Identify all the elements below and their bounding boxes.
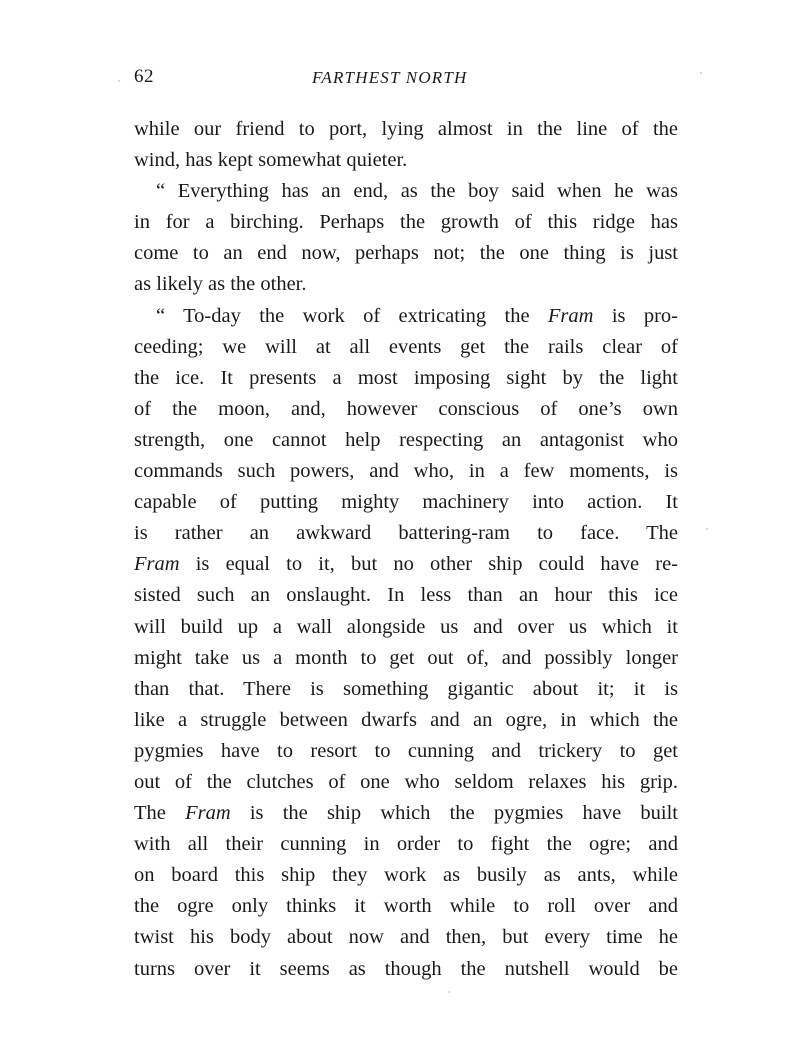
text-line: in for a birching. Perhaps the growth of this ridge has — [134, 211, 678, 234]
text-line: commands such powers, and who, in a few moments, is — [134, 460, 678, 483]
text-fragment: is pro- — [593, 304, 678, 327]
text-fragment: The — [134, 802, 186, 825]
text-fragment: is the ship which the pygmies have built — [230, 802, 678, 825]
text-line: might take us a month to get out of, and possibly longer — [134, 646, 678, 669]
text-line: with all their cunning in order to fight the ogre; and — [134, 833, 678, 856]
text-line: capable of putting mighty machinery into action. It — [134, 491, 678, 514]
body-text — [134, 114, 678, 985]
paper-speck — [118, 80, 120, 82]
text-fragment: is equal to it, but no other ship could have re- — [179, 553, 678, 576]
text-line: is rather an awkward battering-ram to face. The — [134, 522, 678, 545]
paper-speck — [448, 991, 450, 993]
text-line: “ Everything has an end, as the boy said when he was — [156, 180, 678, 203]
text-line: ceeding; we will at all events get the rails clear of — [134, 335, 678, 358]
text-line: of the moon, and, however conscious of one’s own — [134, 397, 678, 420]
text-line: twist his body about now and then, but every time he — [134, 926, 678, 949]
text-line: turns over it seems as though the nutshell would be — [134, 957, 678, 980]
text-line: sisted such an onslaught. In less than an hour this ice — [134, 584, 678, 607]
text-line: will build up a wall alongside us and over us which it — [134, 615, 678, 638]
text-line — [134, 549, 678, 580]
paper-speck — [700, 72, 702, 74]
text-line: strength, one cannot help respecting an antagonist who — [134, 428, 678, 451]
text-line: like a struggle between dwarfs and an ogre, in which the — [134, 708, 678, 731]
text-line: the ogre only thinks it worth while to roll over and — [134, 895, 678, 918]
text-line: out of the clutches of one who seldom relaxes his grip. — [134, 770, 678, 793]
text-line: than that. There is something gigantic about it; it is — [134, 677, 678, 700]
text-line: wind, has kept somewhat quieter. — [134, 149, 408, 172]
ship-name: Fram — [547, 304, 594, 327]
text-line: the ice. It presents a most imposing sight by the light — [134, 366, 678, 389]
text-line — [134, 798, 678, 829]
text-fragment: “ To-day the work of extricating the — [156, 304, 548, 327]
running-head — [134, 66, 678, 94]
paper-speck — [706, 528, 708, 530]
text-line: pygmies have to resort to cunning and trickery to get — [134, 739, 678, 762]
text-line: on board this ship they work as busily as ants, while — [134, 864, 678, 887]
text-line: as likely as the other. — [134, 273, 307, 296]
text-line: come to an end now, perhaps not; the one thing is just — [134, 242, 678, 265]
ship-name: Fram — [185, 802, 231, 825]
ship-name: Fram — [134, 553, 180, 576]
running-title: FARTHEST NORTH — [312, 68, 468, 87]
text-line: while our friend to port, lying almost in the line of the — [134, 118, 678, 140]
text-line — [134, 301, 678, 332]
page-number: 62 — [134, 66, 154, 87]
